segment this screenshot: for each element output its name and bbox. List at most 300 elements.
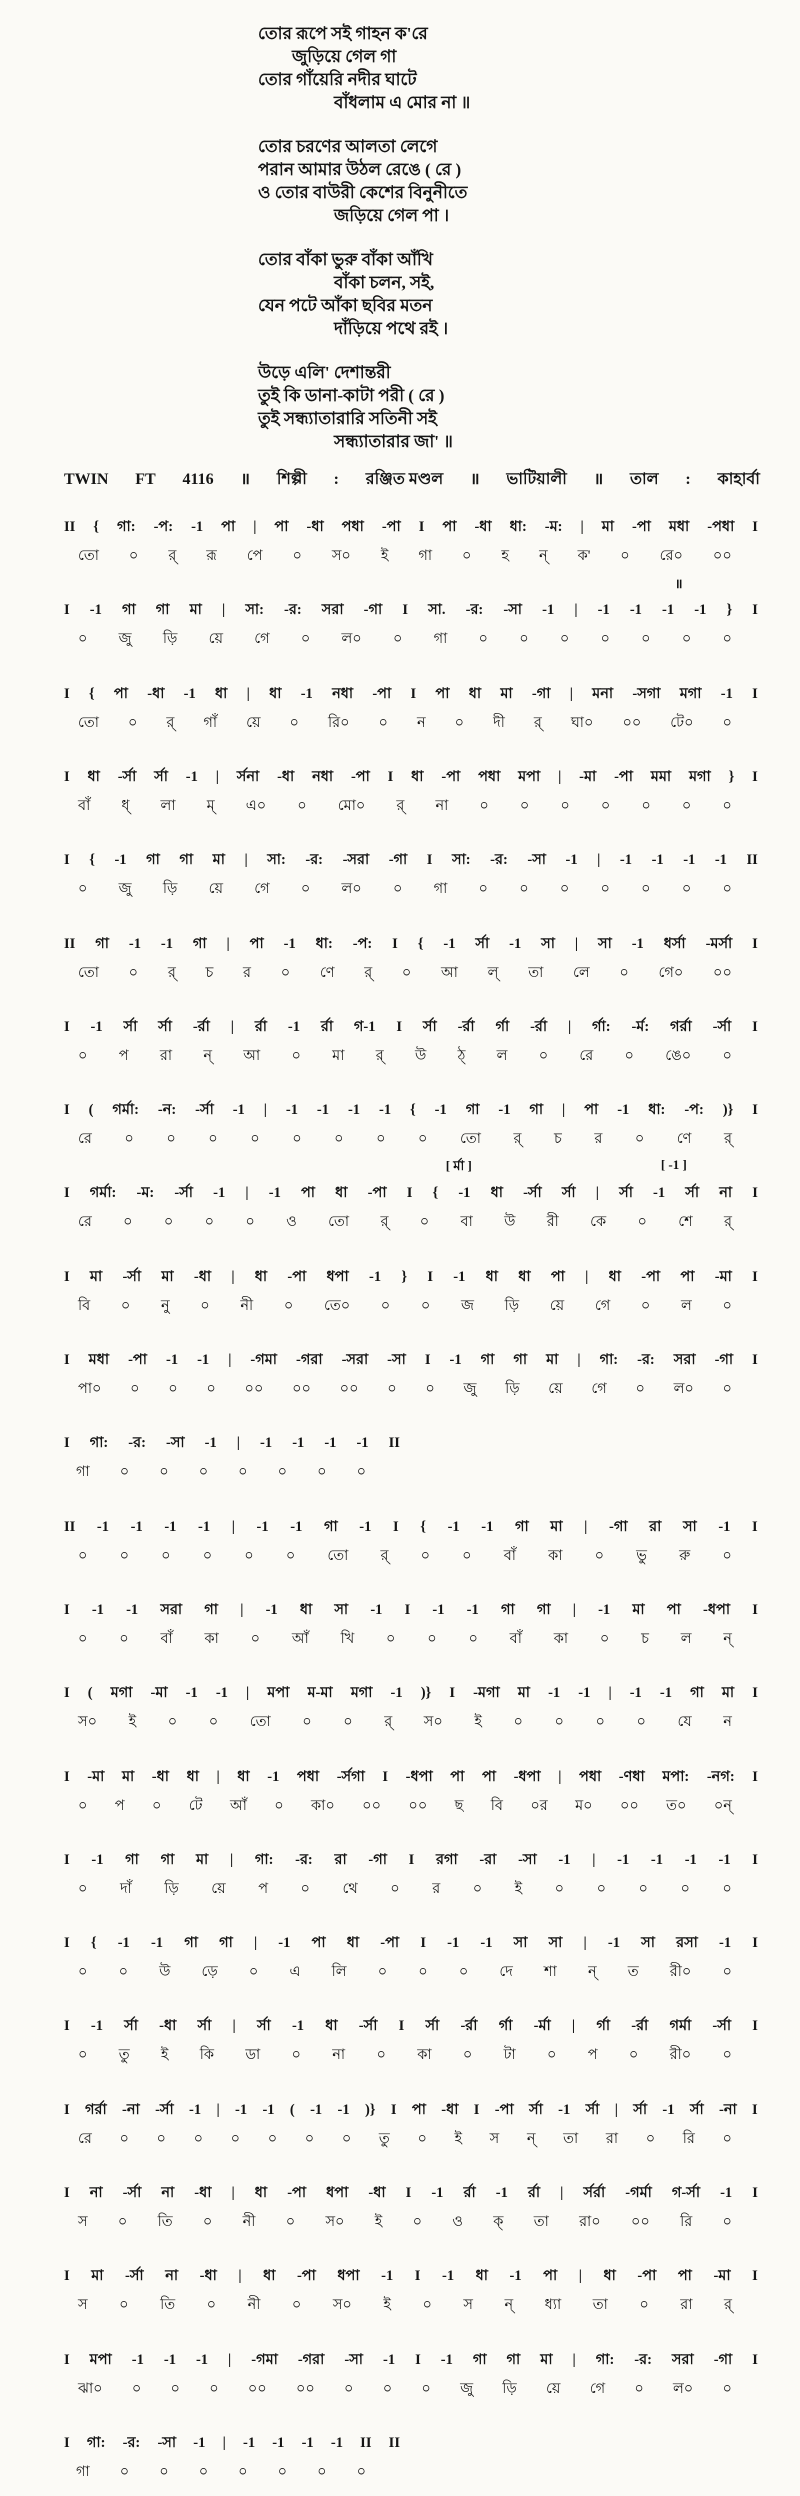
notation-line	[64, 1682, 758, 1735]
note-token: I	[752, 936, 758, 952]
lyric-token: ০	[420, 1548, 431, 1564]
note-token: -ধা	[194, 2185, 212, 2201]
note-token: -1	[185, 769, 198, 785]
note-token: |	[226, 936, 230, 952]
lyric-token: ঙে০	[665, 1048, 692, 1064]
lyric-token: ল্	[487, 965, 499, 981]
lyric-token: কা	[417, 2047, 432, 2063]
note-token: I	[415, 2352, 421, 2368]
lyric-token: ০	[418, 1131, 428, 1147]
note-token: I	[392, 1519, 399, 1535]
lyric-token: ০	[513, 1714, 523, 1730]
note-token: -ধপা	[703, 1602, 731, 1618]
note-token: II	[360, 2435, 372, 2451]
lyric-token: কি	[199, 2047, 215, 2063]
lyric-token: ০	[722, 2381, 732, 2397]
lyric-token: ০	[277, 2464, 288, 2480]
note-token: -র্রা	[530, 1019, 548, 1035]
lyrics-row	[64, 1295, 758, 1319]
note-token: -1	[197, 1352, 210, 1368]
note-token: I	[752, 1602, 758, 1618]
lyric-token: ল	[680, 1631, 692, 1647]
lyric-token: রু	[679, 1548, 691, 1564]
lyric-token: ০	[392, 631, 403, 647]
note-token: সরা	[671, 2352, 694, 2368]
lyrics-row	[64, 712, 758, 736]
lyric-token: ০	[634, 2381, 644, 2397]
lyric-token: স	[78, 2297, 88, 2313]
lyric-token: রা	[159, 1048, 173, 1064]
note-token: ধা	[335, 1185, 348, 1201]
note-token: I	[64, 1685, 70, 1701]
lyric-token: ০	[170, 2381, 180, 2397]
note-token: র্সা	[633, 2102, 648, 2118]
lyric-token: ০	[285, 2214, 296, 2230]
note-token: -র্রা	[457, 1019, 475, 1035]
lyric-token: তো	[78, 715, 99, 731]
lyric-token: ক্	[493, 2214, 504, 2230]
note-token: |	[597, 852, 601, 868]
note-token: রগা	[435, 1852, 458, 1868]
lyric-token: টা	[503, 2047, 516, 2063]
lyric-token: না	[435, 798, 449, 814]
lyric-token: ০	[468, 1631, 478, 1647]
note-token: (	[88, 1102, 94, 1118]
note-token: -1	[558, 2102, 571, 2118]
lyric-token: টে০	[670, 715, 694, 731]
note-token: I	[473, 2102, 480, 2118]
note-token: -ধপা	[513, 1769, 541, 1785]
lyric-token: ০০	[408, 1798, 428, 1814]
note-token: I	[752, 602, 758, 618]
lyric-token: ০	[421, 2381, 431, 2397]
lyric-token: না	[332, 2047, 346, 2063]
lyric-token: ই	[160, 2047, 169, 2063]
note-token: গা	[690, 1685, 704, 1701]
note-token: -1	[89, 602, 102, 618]
note-token: -1	[291, 2018, 305, 2034]
note-token: -1	[183, 686, 196, 702]
note-token: -1	[631, 936, 644, 952]
note-token: -1	[262, 2102, 275, 2118]
note-token: -1	[91, 1602, 104, 1618]
lyric-token: ০	[722, 2047, 732, 2063]
note-token: পা	[666, 1602, 681, 1618]
lyric-token: গা	[433, 631, 448, 647]
note-token: -গা	[368, 1852, 387, 1868]
lyric-token: র্	[168, 548, 177, 564]
lyric-token: ০	[163, 1214, 174, 1230]
lyric-token: তা	[592, 2297, 608, 2313]
note-token: I	[404, 1602, 411, 1618]
notes-row	[64, 1849, 758, 1873]
note-token: ধা	[603, 2268, 616, 2284]
note-token: -1	[283, 936, 296, 952]
notation-line	[64, 576, 758, 652]
note-token: -ধা	[474, 519, 492, 535]
note-token: সা	[513, 1935, 528, 1951]
note-token: -র্সা	[122, 2185, 142, 2201]
lyric-token: ০	[594, 1548, 605, 1564]
lyrics-row	[64, 878, 758, 902]
lyric-token: ০	[292, 548, 302, 564]
note-token: মা	[517, 1685, 531, 1701]
note-token: |	[240, 1602, 244, 1618]
note-token: -1	[598, 1602, 611, 1618]
notation-line	[64, 1516, 758, 1569]
note-token: পা	[311, 1935, 326, 1951]
lyric-token: ০	[628, 2047, 639, 2063]
note-token: -র্মা	[533, 2018, 551, 2034]
lyric-token: চ	[553, 1131, 562, 1147]
note-token: -গা	[714, 1352, 734, 1368]
header-segment: ॥	[593, 471, 604, 488]
note-token: -ধা	[368, 2185, 386, 2201]
lyric-token: ০	[343, 1714, 353, 1730]
note-token: ধা:	[509, 519, 527, 535]
note-token: I	[752, 2185, 758, 2201]
lyric-token: ০	[297, 798, 307, 814]
note-token: I	[752, 769, 758, 785]
lyric-token: চ	[205, 965, 214, 981]
note-token: I	[64, 1352, 70, 1368]
lyric-token: ০০	[295, 2381, 315, 2397]
note-token: -পা	[641, 1269, 661, 1285]
notation-line	[64, 2099, 758, 2152]
note-token: গা	[192, 936, 207, 952]
lyric-token: ০	[238, 2464, 248, 2480]
lyric-token: ০	[478, 631, 488, 647]
note-token: না	[719, 1185, 733, 1201]
lyric-token: ০	[267, 2131, 278, 2147]
note-token: -1	[509, 2268, 522, 2284]
lyric-token: র্	[723, 1131, 732, 1147]
lyric-token: ০	[554, 1714, 564, 1730]
note-token: -গমা	[250, 1352, 278, 1368]
lyric-token: রে	[78, 1214, 92, 1230]
lyric-token: রি	[682, 2131, 695, 2147]
above-annotation-text: [ র্মা ]	[445, 1158, 472, 1173]
note-token: রা	[334, 1852, 347, 1868]
lyric-line: জড়িয়ে গেল পা ।	[334, 206, 450, 225]
lyric-token: ০	[425, 1381, 435, 1397]
note-token: র্সা	[256, 2018, 271, 2034]
lyric-token: ই	[374, 2214, 383, 2230]
note-token: মা	[540, 2352, 553, 2368]
lyric-token: কে	[590, 1214, 607, 1230]
note-token: -র:	[465, 602, 484, 618]
note-token: -সরা	[341, 1352, 369, 1368]
note-token: -1	[659, 1685, 672, 1701]
note-token: -1	[617, 1102, 630, 1118]
note-token: |	[244, 852, 248, 868]
lyric-line: তুই কি ডানা-কাটা পরী ( রে )	[258, 386, 445, 405]
note-token: I	[64, 1102, 70, 1118]
note-token: -র্সা	[155, 2102, 174, 2118]
lyric-token: তি	[160, 2297, 176, 2313]
lyric-token: তো	[327, 1548, 349, 1564]
note-token: -1	[683, 852, 696, 868]
note-token: ধপা	[326, 2185, 349, 2201]
note-token: {	[88, 686, 95, 702]
lyric-token: ছ	[454, 1798, 464, 1814]
note-token: -গা	[713, 2352, 733, 2368]
note-token: -1	[619, 852, 633, 868]
note-token: -পা	[372, 686, 392, 702]
note-token: না	[165, 2268, 179, 2284]
note-token: }	[728, 769, 735, 785]
note-token: -মা	[150, 1685, 168, 1701]
lyric-token: ন্	[203, 1048, 212, 1064]
note-token: মগা	[688, 769, 711, 785]
lyric-token: স০	[423, 1714, 443, 1730]
lyric-token: ণে	[676, 1131, 692, 1147]
lyric-line: তোর রূপে সই গাহন ক'রে	[258, 24, 428, 43]
note-token: পা	[274, 519, 289, 535]
note-token: -র্সা	[122, 1269, 142, 1285]
lyric-token: ড়ে	[201, 1964, 218, 1980]
lyric-token: য়ে	[208, 881, 224, 897]
lyric-token: নী	[242, 2214, 256, 2230]
notes-row	[64, 683, 758, 707]
note-token: |	[245, 1185, 249, 1201]
note-token: -1	[662, 602, 675, 618]
lyrics-row	[64, 1378, 758, 1402]
note-token: -র:	[637, 1352, 655, 1368]
note-token: I	[752, 2268, 758, 2284]
note-token: -1	[617, 1852, 630, 1868]
note-token: I	[406, 1185, 413, 1201]
lyric-token: কা০	[311, 1798, 335, 1814]
lyrics-row	[64, 2294, 758, 2318]
lyric-token: ০	[636, 1714, 646, 1730]
note-token: -1	[96, 1519, 109, 1535]
note-token: I	[752, 686, 758, 702]
note-token: -1	[629, 602, 642, 618]
lyric-token: র্	[364, 965, 373, 981]
note-token: গা	[155, 602, 170, 618]
note-token: -1	[165, 1352, 179, 1368]
lyric-token: র	[243, 965, 252, 981]
lyric-token: ০	[208, 1714, 219, 1730]
lyric-token: ০	[244, 1548, 254, 1564]
note-token: গা:	[86, 2435, 106, 2451]
lyrics-row	[64, 2044, 758, 2068]
lyric-token: ০	[546, 2047, 557, 2063]
lyric-token: ০	[417, 2131, 427, 2147]
note-token: সা	[597, 936, 612, 952]
lyric-token: ০	[377, 1964, 388, 1980]
note-token: |	[222, 602, 226, 618]
header-segment: ভাটিয়ালী	[506, 471, 567, 488]
lyric-token: উ	[414, 1048, 427, 1064]
note-token: গা	[184, 1935, 198, 1951]
note-token: -র্সা	[712, 1019, 732, 1035]
lyric-token: ০	[681, 631, 692, 647]
note-token: -র:	[490, 852, 508, 868]
lyric-token: র্	[380, 1548, 389, 1564]
note-token: {	[93, 519, 100, 535]
lyric-token: শা	[544, 1964, 557, 1980]
note-token: -1	[195, 2352, 209, 2368]
lyric-token: নু	[160, 1298, 170, 1314]
lyric-token: রী	[546, 1214, 559, 1230]
note-token: -র্সা	[117, 769, 137, 785]
note-token: II	[64, 936, 76, 952]
note-token: -1	[278, 1935, 291, 1951]
lyric-line: তুই সন্ধ্যাতারারি সতিনী সই	[258, 409, 438, 428]
note-token: ম-মা	[307, 1685, 333, 1701]
note-token: {	[410, 1102, 416, 1118]
lyric-token: মা	[332, 1048, 345, 1064]
note-token: -মা	[713, 2268, 731, 2284]
lyric-token: ০	[304, 2131, 315, 2147]
lyric-token: ০	[519, 631, 529, 647]
lyric-token: ত	[627, 1964, 639, 1980]
note-token: -1	[597, 602, 610, 618]
note-token: -1	[359, 1519, 372, 1535]
note-token: গা	[95, 936, 109, 952]
lyric-token: স০	[332, 2297, 352, 2313]
note-token: -র্সা	[125, 2268, 144, 2284]
note-token: সা	[541, 936, 555, 952]
notes-row	[64, 1682, 758, 1706]
note-token: |	[595, 1185, 599, 1201]
lyric-token: ০	[599, 1631, 610, 1647]
note-token: ধা	[608, 1269, 621, 1285]
lyric-token: ও	[452, 2214, 463, 2230]
note-token: I	[396, 1019, 403, 1035]
note-token: I	[64, 2352, 70, 2368]
lyric-token: ন্	[538, 548, 548, 564]
note-token: রসা	[676, 1935, 698, 1951]
lyric-line: ও তোর বাউরী কেশের বিনুনীতে	[258, 183, 468, 202]
note-token: -র:	[284, 602, 302, 618]
note-token: -গা	[363, 602, 383, 618]
lyric-token: খি	[340, 1631, 355, 1647]
note-token: I	[426, 852, 433, 868]
lyric-token: ০	[238, 1464, 248, 1480]
lyric-token: ০	[156, 2131, 166, 2147]
note-token: I	[410, 686, 417, 702]
note-token: র্সা	[197, 2018, 212, 2034]
note-token: |	[560, 2185, 564, 2201]
lyric-token: ০	[681, 881, 692, 897]
note-token: -1	[90, 1019, 103, 1035]
note-token: মধা	[668, 519, 690, 535]
lyric-token: মো০	[337, 798, 366, 814]
lyric-token: বা	[460, 1214, 473, 1230]
note-token: -1	[684, 1852, 697, 1868]
note-token: -পা	[494, 2102, 514, 2118]
lyric-token: র্	[380, 1214, 389, 1230]
notation-line	[64, 2182, 758, 2235]
lyric-token: ০	[152, 1798, 162, 1814]
lyric-token: ০	[119, 2464, 130, 2480]
lyric-token: ০	[722, 1964, 732, 1980]
note-token: (	[87, 1685, 93, 1701]
lyric-token: ০	[250, 1131, 260, 1147]
note-token: গর্রা	[670, 1019, 692, 1035]
lyric-token: ল০	[341, 881, 362, 897]
lyric-token: ০	[128, 965, 139, 981]
note-token: মা	[89, 1269, 103, 1285]
note-token: |	[216, 1769, 220, 1785]
notation-line	[64, 1766, 758, 1819]
lyric-token: ০	[117, 2214, 128, 2230]
lyric-token: য়ে	[549, 1298, 565, 1314]
lyric-token: য়ে	[208, 631, 224, 647]
lyric-token: আ	[441, 965, 458, 981]
lyric-token: লি	[331, 1964, 347, 1980]
note-token: ধা	[186, 1769, 199, 1785]
note-token: -1	[607, 1935, 620, 1951]
note-token: ধা	[254, 2185, 268, 2201]
lyric-token: ০০	[247, 2381, 267, 2397]
note-token: র্গা:	[592, 1019, 611, 1035]
note-token: I	[64, 2102, 70, 2118]
note-token: -পা	[441, 769, 461, 785]
lyric-token: ০	[118, 1964, 128, 1980]
lyric-token: রী০	[669, 2047, 692, 2063]
lyric-token: নী	[247, 2297, 261, 2313]
note-token: গা	[480, 1352, 495, 1368]
lyric-token: ০	[640, 1298, 651, 1314]
notes-row	[64, 2099, 758, 2123]
lyric-token: ০	[519, 881, 529, 897]
note-token: র্সা	[585, 2102, 600, 2118]
lyric-token: জু	[118, 881, 132, 897]
note-token: -ধা	[147, 686, 165, 702]
note-token: |	[229, 1852, 234, 1868]
note-token: গর্মা:	[89, 1185, 117, 1201]
note-token: মধা	[88, 1352, 110, 1368]
lyric-token: ০	[392, 881, 403, 897]
lyric-token: র্	[513, 1131, 522, 1147]
note-token: -1	[449, 1352, 462, 1368]
lyric-token: ঠ্	[457, 1048, 466, 1064]
lyric-token: ০	[78, 2047, 88, 2063]
note-token: -গর্মা	[625, 2185, 652, 2201]
lyric-token: র্	[533, 715, 542, 731]
note-token: গর্রা	[85, 2102, 107, 2118]
notes-row	[64, 1016, 758, 1040]
lyric-token: ০	[454, 715, 465, 731]
lyric-token: ই	[128, 1714, 137, 1730]
lyric-token: গা	[433, 881, 448, 897]
note-token: গর্মা	[669, 2018, 692, 2034]
note-token: -1	[285, 1102, 298, 1118]
note-token: -পা	[350, 769, 370, 785]
lyric-token: গে	[254, 631, 270, 647]
lyric-token: ০	[645, 2131, 656, 2147]
note-token: ধা	[299, 1602, 313, 1618]
note-token: I	[752, 1019, 758, 1035]
lyric-token: গা	[76, 2464, 90, 2480]
lyric-token: ০	[722, 1881, 732, 1897]
notation-line	[64, 1432, 400, 1485]
header-segment: কাহার্বা	[717, 471, 760, 488]
lyric-token: স০	[78, 1714, 98, 1730]
note-token: -র্সা	[523, 1185, 542, 1201]
lyric-token: তো	[78, 548, 99, 564]
note-token: ধা:	[648, 1102, 666, 1118]
notation-line	[64, 2432, 400, 2485]
lyric-token: স	[489, 2131, 500, 2147]
note-token: -1	[466, 1602, 479, 1618]
note-token: I	[752, 1269, 758, 1285]
note-token: -1	[316, 1102, 330, 1118]
